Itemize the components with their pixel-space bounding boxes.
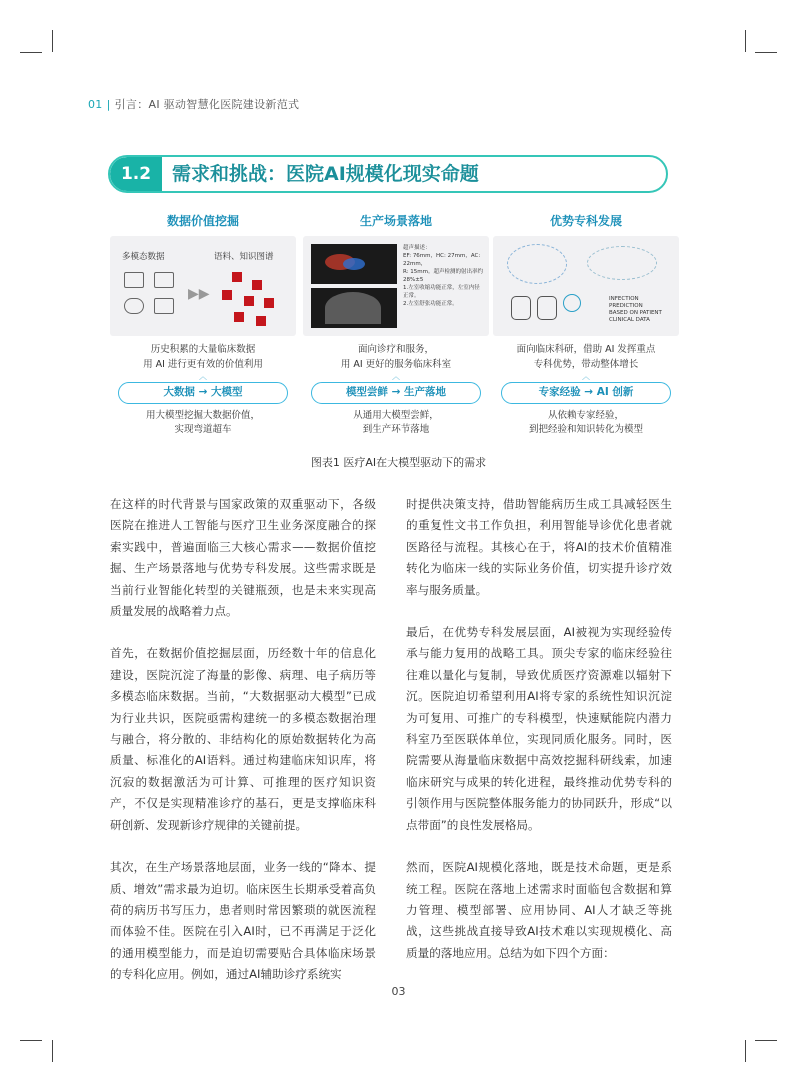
robot-icon xyxy=(511,296,531,320)
caption-line: 面向临床科研，借助 AI 发挥重点 xyxy=(516,344,656,355)
report-line: 2.左室舒张功能正常。 xyxy=(403,301,458,307)
crop-mark xyxy=(20,52,42,53)
caption-line: 用 AI 进行更有效的价值利用 xyxy=(143,359,263,370)
inference-line: PREDICTION xyxy=(609,303,643,309)
transition-pill: 专家经验 → AI 创新 xyxy=(501,382,671,404)
panel-caption xyxy=(110,342,296,372)
desc-line: 到把经验和知识转化为模型 xyxy=(528,424,643,435)
crop-mark xyxy=(52,30,53,52)
transition-pill: 大数据 → 大模型 xyxy=(118,382,288,404)
cube-icon xyxy=(264,298,274,308)
report-text xyxy=(403,244,483,308)
report-line: 1.左室收缩功能正常，左室内径 xyxy=(403,285,480,291)
crop-mark xyxy=(745,30,746,52)
panel-illustration xyxy=(303,236,489,336)
crop-mark xyxy=(745,1040,746,1062)
paragraph: 最后，在优势专科发展层面，AI被视为实现经验传承与能力复用的战略工具。顶尖专家的临床经验往往难以量化与复制，导致优质医疗资源难以辐射下沉。医院迫切希望利用AI将专家的系统性知识沉淀为可复用、可推广的专科模型，快速赋能院内潜力科室乃至医联体单位，实现同质化服务。同时，医院需要从海量临床数据中高效挖掘科研线索，加速临床研究与成果的转化进程，最终推动优势专科的引领作用与医院整体服务能力的协同跃升，形成“以点带面”的良性发展格局。 xyxy=(406,625,672,832)
pill-description xyxy=(493,409,679,437)
figure-panel-specialty xyxy=(493,212,679,437)
chevron-up-icon: ︿ xyxy=(392,372,400,381)
page-number: 03 xyxy=(391,985,406,998)
panel-illustration xyxy=(110,236,296,336)
hub-icon xyxy=(563,294,581,312)
desc-line: 从依赖专家经验， xyxy=(547,410,624,421)
robot-icon xyxy=(537,296,557,320)
desc-line: 实现弯道超车 xyxy=(174,424,232,435)
cube-icon xyxy=(234,312,244,322)
pill-description xyxy=(110,409,296,437)
panel-heading: 数据价值挖掘 xyxy=(166,214,239,228)
desc-line: 从通用大模型尝鲜， xyxy=(353,410,439,421)
doppler-flow xyxy=(343,258,365,270)
corpus-label: 语料、知识图谱 xyxy=(214,252,274,262)
arrow-icon: ▶▶ xyxy=(188,286,210,302)
cube-icon xyxy=(256,316,266,326)
inference-line: BASED ON PATIENT xyxy=(609,310,662,316)
caption-line: 用 AI 更好的服务临床科室 xyxy=(340,359,452,370)
crop-mark xyxy=(52,1040,53,1062)
pill-description xyxy=(303,409,489,437)
image-icon xyxy=(154,272,174,288)
crop-mark xyxy=(20,1040,42,1041)
section-title: 引言：AI 驱动智慧化医院建设新范式 xyxy=(114,98,300,111)
figure-caption: 图表1 医疗AI在大模型驱动下的需求 xyxy=(310,456,487,469)
panel-caption xyxy=(493,342,679,372)
panel-illustration xyxy=(493,236,679,336)
crop-mark xyxy=(755,1040,777,1041)
body-column-left xyxy=(110,494,376,1007)
report-line: R: 15mm。超声检测的射出率约 28%±5 xyxy=(403,269,483,283)
chevron-up-icon: ︿ xyxy=(582,372,590,381)
paragraph: 然而，医院AI规模化落地，既是技术命题，更是系统工程。医院在落地上述需求时面临包含数据和算力管理、模型部署、应用协同、AI人才缺乏等挑战，这些挑战直接导致AI技术难以实现规模化、高质量的落地应用。总结为如下四个方面： xyxy=(406,860,672,960)
audio-icon xyxy=(124,298,144,314)
inference-line: CLINICAL DATA xyxy=(609,317,650,323)
report-line: 超声描述： xyxy=(403,245,431,251)
panel-caption xyxy=(303,342,489,372)
cube-icon xyxy=(244,296,254,306)
panel-heading: 优势专科发展 xyxy=(549,214,622,228)
section-badge: 1.2 xyxy=(110,157,162,191)
inference-line: INFECTION xyxy=(609,296,639,302)
transition-pill: 模型尝鲜 → 生产落地 xyxy=(311,382,481,404)
paragraph: 其次，在生产场景落地层面，业务一线的“降本、提质、增效”需求最为迫切。临床医生长期承受着高负荷的病历书写压力，患者则时常因繁琐的就医流程而体验不佳。医院在引入AI时，已不再满足于泛化的通用模型能力，而是迫切需要贴合具体临床场景的专科化应用。例如，通过AI辅助诊疗系统实 xyxy=(110,860,376,982)
figure-panel-production xyxy=(303,212,489,437)
chevron-up-icon: ︿ xyxy=(199,372,207,381)
network-graph xyxy=(507,244,567,284)
video-icon xyxy=(154,298,174,314)
network-graph xyxy=(587,246,657,280)
paragraph: 首先，在数据价值挖掘层面，历经数十年的信息化建设，医院沉淀了海量的影像、病理、电子病历等多模态临床数据。当前，“大数据驱动大模型”已成为行业共识，医院亟需构建统一的多模态数据治理与融合，将分散的、非结构化的原始数据转化为高质量、标准化的AI语料。通过构建临床知识库，将沉寂的数据激活为可计算、可推理的医疗知识资产，不仅是实现精准诊疗的基石，更是支撑临床科研创新、发现新诊疗规律的关键前提。 xyxy=(110,646,376,832)
report-line: EF: 76mm，HC: 27mm，AC: 22mm， xyxy=(403,253,481,267)
section-number: 01 xyxy=(88,98,103,111)
crop-mark xyxy=(755,52,777,53)
cube-icon xyxy=(252,280,262,290)
desc-line: 到生产环节落地 xyxy=(362,424,430,435)
body-column-right xyxy=(406,494,672,985)
caption-line: 历史积累的大量临床数据 xyxy=(150,344,256,355)
caption-line: 面向诊疗和服务， xyxy=(357,344,434,355)
echo-fan xyxy=(325,292,381,324)
paragraph: 时提供决策支持，借助智能病历生成工具减轻医生的重复性文书工作负担，利用智能导诊优化患者就医路径与流程。其核心在于，将AI的技术价值精准转化为临床一线的实际业务价值，切实提升诊疗效率与服务质量。 xyxy=(406,497,672,597)
text-icon xyxy=(124,272,144,288)
caption-line: 专科优势，带动整体增长 xyxy=(533,359,639,370)
header-separator: | xyxy=(106,98,111,111)
inference-text xyxy=(609,296,662,324)
cube-icon xyxy=(222,290,232,300)
section-heading: 需求和挑战：医院AI规模化现实命题 xyxy=(172,163,479,185)
running-header xyxy=(88,96,299,112)
section-title-bar xyxy=(108,155,668,193)
figure-panel-data-value xyxy=(110,212,296,437)
panel-heading: 生产场景落地 xyxy=(359,214,432,228)
multimodal-label: 多模态数据 xyxy=(122,252,165,262)
paragraph: 在这样的时代背景与国家政策的双重驱动下，各级医院在推进人工智能与医疗卫生业务深度融合的探索实践中，普遍面临三大核心需求——数据价值挖掘、生产场景落地与优势专科发展。这些需求既是当前行业智能化转型的关键瓶颈，也是未来实现高质量发展的战略着力点。 xyxy=(110,497,376,619)
cube-icon xyxy=(232,272,242,282)
report-line: 正常。 xyxy=(403,293,420,299)
desc-line: 用大模型挖掘大数据价值， xyxy=(145,410,260,421)
